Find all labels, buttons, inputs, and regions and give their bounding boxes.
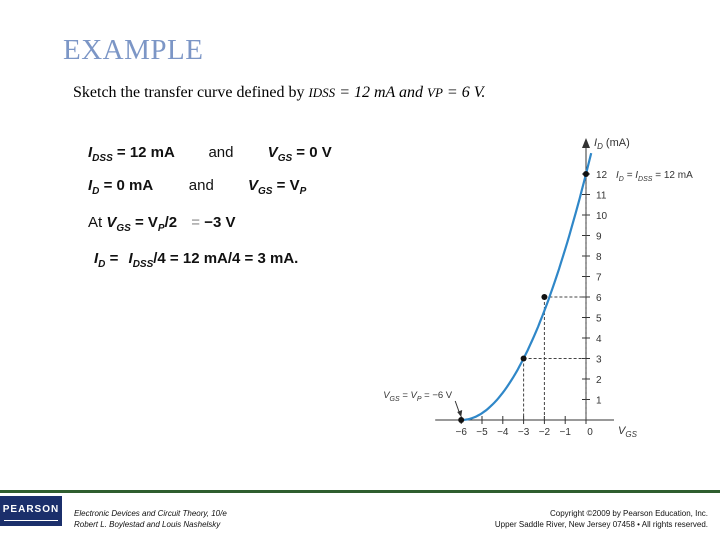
y-tick-label: 2: [596, 375, 602, 386]
eq3-rest: /2: [164, 214, 178, 231]
y-tick-label: 3: [596, 354, 602, 366]
y-tick-label: 8: [596, 252, 602, 263]
data-point: [458, 417, 464, 423]
eq3-v-sub: GS: [116, 223, 131, 234]
chart-root: [383, 137, 693, 439]
y-tick-label: 1: [596, 395, 602, 407]
eq1-right-rest: = 0 V: [292, 144, 332, 161]
equation-row-3: [88, 214, 236, 234]
x-tick-label: −6: [455, 427, 467, 438]
y-tick-label: 7: [596, 272, 602, 284]
footer: [0, 490, 720, 540]
footer-address: Upper Saddle River, New Jersey 07458 • All rights reserved.: [494, 520, 708, 529]
x-tick-label: −5: [476, 427, 488, 438]
footer-copyright-info: [495, 508, 708, 530]
annotation-idss: [616, 170, 693, 183]
y-tick-label: 9: [596, 231, 602, 243]
annotation-vp-eq-sub: P: [416, 396, 422, 403]
y-label-unit: (mA): [602, 137, 630, 149]
pearson-logo-rule: [4, 520, 58, 521]
x-tick-label: −2: [538, 427, 551, 438]
annotation-vp-v: V: [383, 390, 390, 401]
equation-row-1: [88, 144, 332, 164]
eq2-left-symbol: I: [88, 177, 93, 194]
eq4-i-sub: D: [98, 259, 106, 270]
eq1-right-symbol: V: [267, 144, 278, 161]
footer-copyright: Copyright ©2009 by Pearson Education, Inc.: [550, 509, 708, 518]
x-label-sub: GS: [625, 430, 637, 439]
data-point: [541, 294, 547, 300]
eq1-right-sub: GS: [277, 153, 293, 164]
eq4-equals: =: [105, 250, 123, 267]
data-point: [583, 171, 589, 177]
data-point: [521, 356, 527, 362]
eq4-i2-symbol: I: [128, 250, 133, 267]
slide-title: EXAMPLE: [63, 34, 204, 66]
eq2-left-sub: D: [92, 186, 100, 197]
y-label-sub: D: [597, 142, 603, 151]
eq2-right-symbol: V: [248, 177, 259, 194]
annotation-idss-eq-sub: DSS: [638, 176, 653, 183]
footer-book-title: Electronic Devices and Circuit Theory, 10/e: [74, 509, 227, 518]
eq4-i2-sub: DSS: [132, 259, 154, 270]
eq1-left-sub: DSS: [92, 153, 113, 164]
x-label-symbol: V: [618, 425, 626, 437]
eq2-and: and: [188, 177, 214, 194]
pearson-logo: [0, 496, 62, 526]
subtitle-vp-symbol: VP: [427, 85, 443, 100]
y-axis-label: [594, 137, 630, 151]
subtitle-prefix: Sketch the transfer curve defined by: [73, 84, 309, 101]
subtitle-idss-value: = 12 mA and: [335, 84, 428, 101]
eq3-value: −3 V: [204, 214, 236, 231]
eq2-left-rest: = 0 mA: [99, 177, 153, 194]
eq1-left-symbol: I: [88, 144, 93, 161]
footer-book-info: [74, 508, 227, 530]
subtitle-vp-value: = 6 V.: [442, 84, 486, 101]
eq1-left-rest: = 12 mA: [112, 144, 175, 161]
eq3-equals: =: [187, 214, 205, 231]
x-tick-label: 0: [587, 427, 593, 438]
eq4-rest: /4 = 12 mA/4 = 3 mA.: [153, 250, 299, 267]
eq1-and: and: [208, 144, 234, 161]
annotation-vp-v-sub: GS: [389, 396, 400, 403]
y-tick-label: 11: [596, 190, 607, 202]
subtitle-idss-symbol: IDSS: [308, 85, 336, 100]
annotation-idss-i: I: [616, 170, 619, 181]
y-tick-label: 12: [596, 170, 608, 181]
annotation-idss-rest: = 12 mA: [652, 170, 693, 181]
annotation-vp: [383, 390, 453, 403]
eq3-v-symbol: V: [106, 214, 117, 231]
eq3-eq-sub: P: [157, 223, 165, 234]
y-label-symbol: I: [594, 137, 598, 149]
eq3-eq: = V: [130, 214, 158, 231]
x-axis-label: [618, 425, 638, 439]
annotation-idss-i-sub: D: [618, 176, 624, 183]
y-tick-label: 6: [596, 293, 602, 304]
footer-authors: Robert L. Boylestad and Louis Nashelsky: [74, 520, 221, 529]
transfer-curve-line: [461, 153, 591, 420]
y-tick-label: 4: [596, 334, 602, 345]
annotation-idss-eq: = I: [623, 170, 639, 181]
footer-rule: [0, 490, 720, 493]
slide-subtitle: [73, 84, 485, 102]
eq3-prefix: At: [88, 214, 107, 231]
y-tick-label: 5: [596, 313, 602, 325]
annotation-vp-eq: = V: [399, 390, 417, 401]
eq2-right-rest: = V: [272, 177, 300, 194]
y-axis-arrow: [582, 138, 590, 148]
annotation-vp-arrowhead: [457, 410, 462, 417]
annotation-vp-rest: = −6 V: [421, 390, 453, 401]
x-tick-label: −1: [559, 427, 571, 438]
y-tick-label: 10: [596, 211, 608, 222]
x-tick-label: −3: [517, 427, 530, 438]
eq2-right-sub2: P: [299, 186, 307, 197]
x-tick-label: −4: [497, 427, 509, 438]
transfer-curve-chart: [380, 130, 720, 460]
pearson-logo-text: PEARSON: [2, 504, 60, 515]
equation-row-4: [94, 250, 298, 270]
eq2-right-sub: GS: [258, 186, 273, 197]
equation-row-2: [88, 177, 306, 197]
eq4-i-symbol: I: [94, 250, 99, 267]
